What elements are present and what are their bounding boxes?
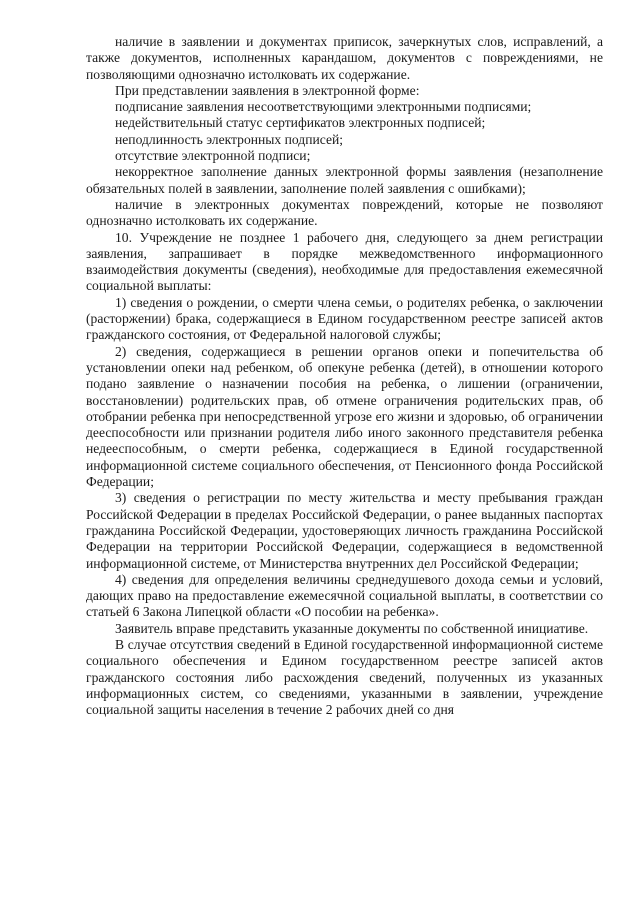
paragraph-subitem-4: 4) сведения для определения величины среднедушевого дохода семьи и условий, дающих право на предоставление ежемесячной социальной выплаты, в соответствии со статьей 6 Закона Липецкой области «О пособии на ребенка». xyxy=(86,571,603,620)
paragraph-own-initiative: Заявитель вправе представить указанные документы по собственной инициативе. xyxy=(115,620,589,636)
document-page xyxy=(86,34,603,718)
paragraph-handwritten-corrections: наличие в заявлении и документах приписок, зачеркнутых слов, исправлений, а также документов, исполненных карандашом, документов с повреждениями, не позволяющими однозначно истолковать их содержание. xyxy=(86,34,603,82)
paragraph-subitem-3: 3) сведения о регистрации по месту жительства и месту пребывания граждан Российской Федерации в пределах Российской Федерации, о ранее выданных паспортах гражданина Российской Федерации, удостоверяющих личность гражданина Российской Федерации на территории Российской Федерации, содержащиеся в ведомственной информационной системе, от Министерства внутренних дел Российской Федерации; xyxy=(86,490,603,571)
paragraph-no-signature: отсутствие электронной подписи; xyxy=(115,148,311,164)
paragraph-subitem-2: 2) сведения, содержащиеся в решении органов опеки и попечительства об установлении опеки над ребенком, об опекуне ребенка (детей), в отношении которого подано заявление о назначении пособия на ребенка, о лишении (ограничении, восстановлении) родительских прав, об отмене ограничения родительских прав, об отобрании ребенка при непосредственной угрозе его жизни и здоровью, об ограничении дееспособности или признании родителя либо иного законного представителя ребенка недееспособным, о смерти ребенка, содержащиеся в Единой государственной информационной системе социального обеспечения, от Пенсионного фонда Российской Федерации; xyxy=(86,343,603,490)
paragraph-item-10: 10. Учреждение не позднее 1 рабочего дня, следующего за днем регистрации заявления, запрашивает в порядке межведомственного информационного взаимодействия документы (сведения), необходимые для предоставления ежемесячной социальной выплаты: xyxy=(86,229,603,294)
paragraph-signature-forgery: неподлинность электронных подписей; xyxy=(115,131,344,147)
paragraph-invalid-signatures: подписание заявления несоответствующими электронными подписями; xyxy=(115,99,532,115)
paragraph-electronic-form-heading: При представлении заявления в электронной форме: xyxy=(115,82,420,98)
paragraph-damaged-documents: наличие в электронных документах повреждений, которые не позволяют однозначно истолковать их содержание. xyxy=(86,196,603,229)
paragraph-missing-data: В случае отсутствия сведений в Единой государственной информационной системе социального обеспечения и Едином государственном реестре записей актов гражданского состояния либо расхождения сведений, полученных из указанных информационных систем, со сведениями, указанными в заявлении, учреждение социальной защиты населения в течение 2 рабочих дней со дня xyxy=(86,636,603,718)
paragraph-invalid-certificates: недействительный статус сертификатов электронных подписей; xyxy=(115,115,486,131)
paragraph-subitem-1: 1) сведения о рождении, о смерти члена семьи, о родителях ребенка, о заключении (расторжении) брака, содержащиеся в Едином государственном реестре записей актов гражданского состояния, от Федеральной налоговой службы; xyxy=(86,294,603,343)
paragraph-incorrect-form: некорректное заполнение данных электронной формы заявления (незаполнение обязательных полей в заявлении, заполнение полей заявления с ошибками); xyxy=(86,164,603,196)
